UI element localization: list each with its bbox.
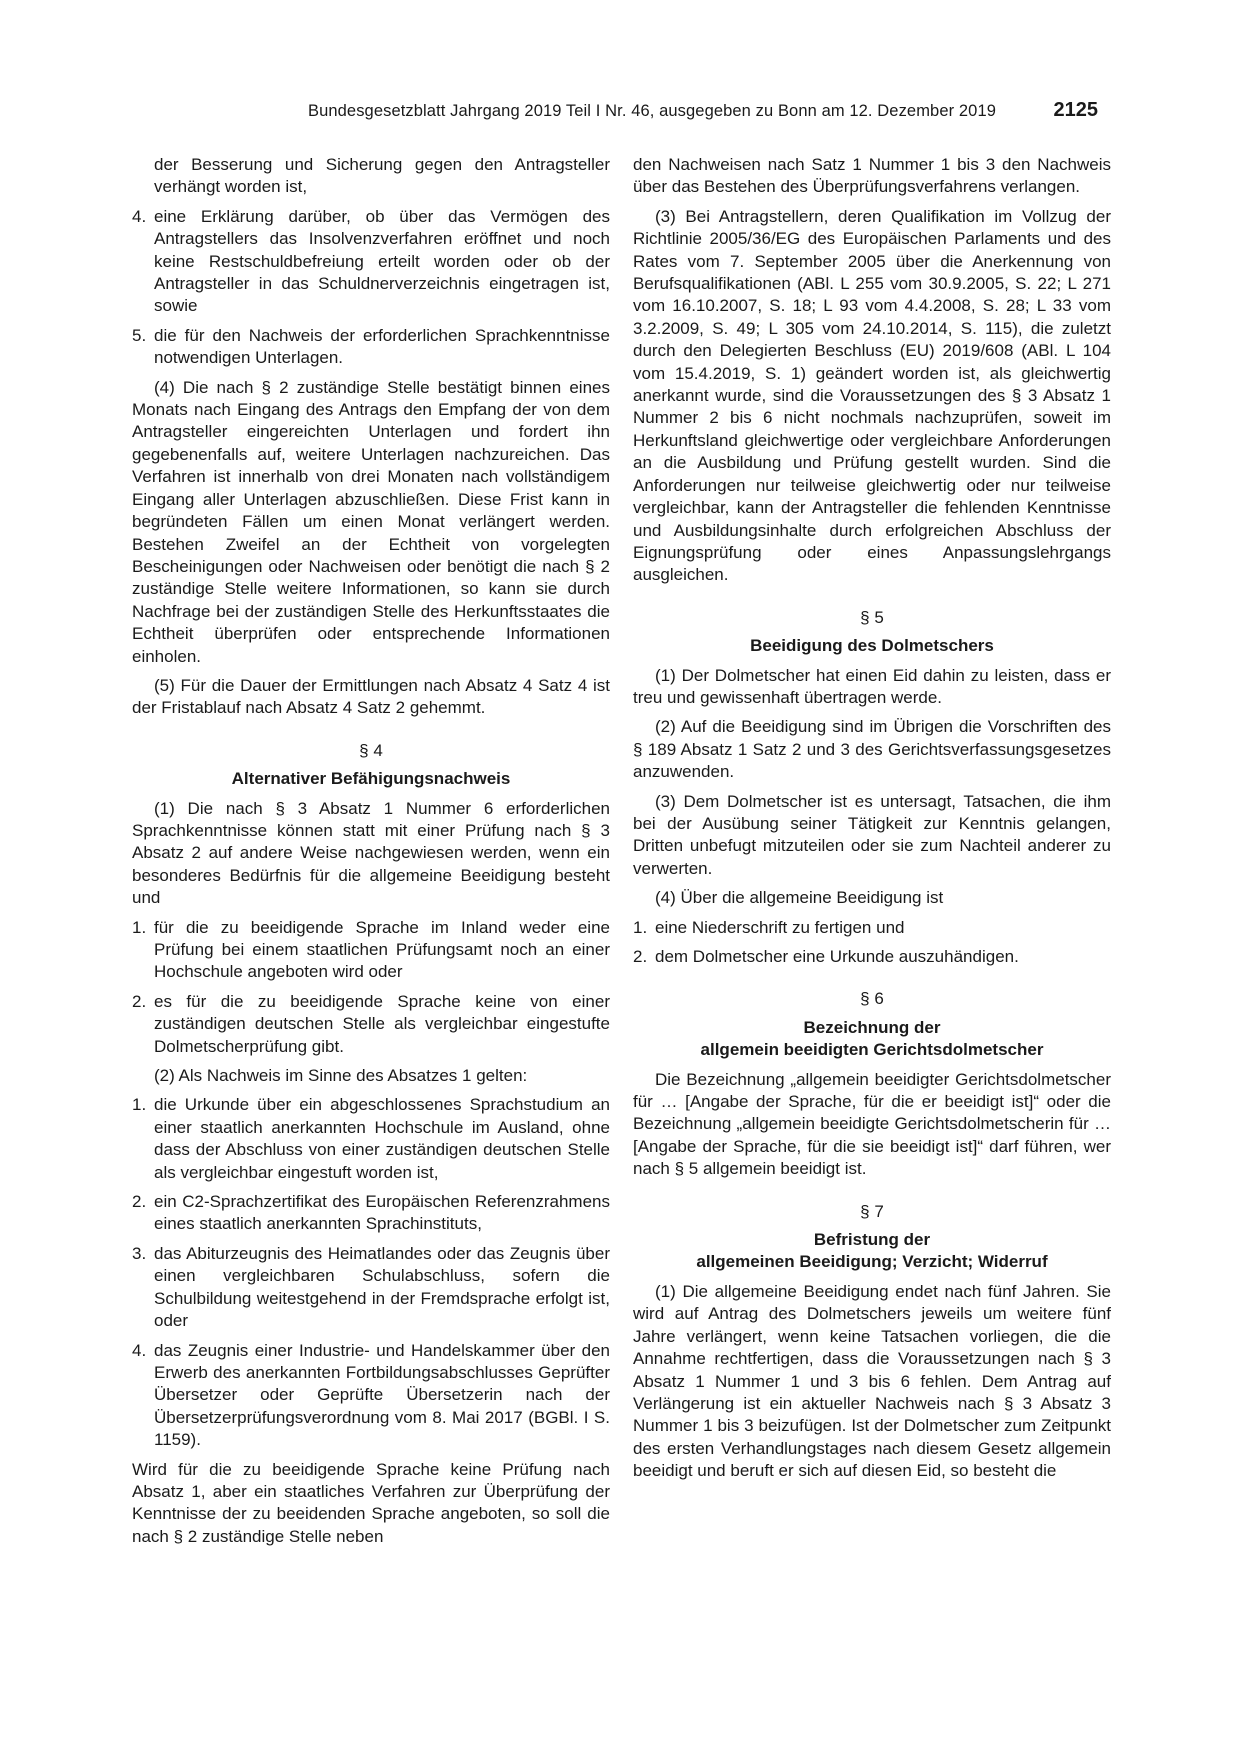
list-item-number: 4.: [132, 206, 147, 226]
section-5-paragraph-2: (2) Auf die Beeidigung sind im Übrigen die Vorschriften des § 189 Absatz 1 Satz 2 und 3 des Gerichtsverfassungsgesetzes anzuwenden.: [633, 717, 1111, 782]
section-5-number: § 5: [860, 607, 884, 627]
section-7-number: § 7: [860, 1201, 884, 1221]
list-items-c: [132, 1094, 610, 1451]
section-7-title-line-2: allgemeinen Beeidigung; Verzicht; Widerruf: [696, 1252, 1048, 1272]
list-item-number: 3.: [132, 1243, 147, 1263]
continued-list-item: der Besserung und Sicherung gegen den Antragsteller verhängt worden ist,: [154, 155, 610, 197]
list-item: [132, 1340, 610, 1452]
paragraph-3: (3) Bei Antragstellern, deren Qualifikation im Vollzug der Richtlinie 2005/36/EG des Europäischen Parlaments und des Rates vom 7. September 2005 über die Anerkennung von Berufsqualifikationen (ABl. L 255 vom 30.9.2005, S. 22; L 271 vom 16.10.2007, S. 18; L 93 vom 4.4.2008, S. 28; L 33 vom 3.2.2009, S. 49; L 305 vom 24.10.2014, S. 115), die zuletzt durch den Delegierten Beschluss (EU) 2019/608 (ABl. L 104 vom 15.4.2019, S. 1) geändert worden ist, als gleichwertig anerkannt wurde, sind die Voraussetzungen des § 3 Absatz 1 Nummer 2 bis 6 nicht nochmals nachzuprüfen, soweit im Herkunftsland gleichwertige oder vergleichbare Anforderungen an die Ausbildung und Prüfung gestellt wurden. Sind die Anforderungen nur teilweise gleichwertig oder nur teilweise vergleichbar, kann der Antragsteller die fehlenden Kenntnisse und Ausbildungsinhalte durch erfolgreichen Abschluss der Eignungsprüfung oder eines Anpassungslehrgangs ausgleichen.: [633, 206, 1111, 585]
section-7-title-line-1: Befristung der: [813, 1230, 931, 1250]
list-item: [633, 946, 1111, 968]
section-6-title-line-2: allgemein beeidigten Gerichtsdolmetscher: [700, 1040, 1044, 1060]
list-item-number: 1.: [132, 1095, 147, 1115]
list-items-a: [132, 206, 610, 370]
section-6-title: [633, 1017, 1111, 1062]
list-item: [132, 206, 610, 318]
list-item-text: das Zeugnis einer Industrie- und Handelskammer über den Erwerb des anerkannten Fortbildungsabschlusses Geprüfter Übersetzer oder Geprüfte Übersetzerin nach der Übersetzerprüfungsverordnung vom 8. Mai 2017 (BGBl. I S. 1159).: [154, 1340, 610, 1450]
section-4-title: Alternativer Befähigungsnachweis: [231, 769, 511, 789]
page-number: 2125: [1053, 99, 1098, 121]
section-7-title: [633, 1229, 1111, 1274]
right-column: [633, 154, 1111, 1490]
list-item-text: ein C2-Sprachzertifikat des Europäischen Referenzrahmens eines staatlich anerkannten Sprachinstituts,: [154, 1192, 610, 1234]
list-item-text: eine Erklärung darüber, ob über das Vermögen des Antragstellers das Insolvenzverfahren eröffnet und noch keine Restschuldbefreiung erteilt worden oder ob der Antragsteller in das Schuldnerverzeichnis eingetragen ist, sowie: [154, 206, 610, 316]
section-5-paragraph-1: (1) Der Dolmetscher hat einen Eid dahin zu leisten, dass er treu und gewissenhaft übertragen werde.: [633, 665, 1111, 707]
list-item-text: es für die zu beeidigende Sprache keine von einer zuständigen deutschen Stelle als vergleichbar eingestufte Dolmetscherprüfung gibt.: [154, 991, 610, 1056]
list-item: [132, 1191, 610, 1236]
section-5-title: Beeidigung des Dolmetschers: [750, 636, 994, 656]
header-title: Bundesgesetzblatt Jahrgang 2019 Teil I Nr. 46, ausgegeben zu Bonn am 12. Dezember 2019: [307, 102, 996, 120]
list-item-number: 1.: [132, 917, 147, 937]
left-column: [132, 154, 610, 1555]
paragraph-4: (4) Die nach § 2 zuständige Stelle bestätigt binnen eines Monats nach Eingang des Antrags den Empfang der von dem Antragsteller eingereichten Unterlagen und fordert ihn gegebenenfalls auf, weitere Unterlagen nachzureichen. Das Verfahren ist innerhalb von drei Monaten nach vollständigem Eingang aller Unterlagen abzuschließen. Diese Frist kann in begründeten Fällen um einen Monat verlängert werden. Bestehen Zweifel an der Echtheit von vorgelegten Bescheinigungen oder Nachweisen oder benötigt die nach § 2 zuständige Stelle weitere Informationen, so kann sie durch Nachfrage bei der zuständigen Stelle des Herkunftsstaates die Echtheit überprüfen oder entsprechende Informationen einholen.: [132, 377, 610, 666]
list-item-number: 2.: [132, 1192, 147, 1212]
list-item-number: 4.: [132, 1340, 147, 1360]
list-item-number: 1.: [633, 917, 648, 937]
list-items-d: [633, 917, 1111, 969]
list-item-text: dem Dolmetscher eine Urkunde auszuhändigen.: [655, 947, 1019, 966]
list-item-text: eine Niederschrift zu fertigen und: [655, 917, 905, 937]
list-item-text: die Urkunde über ein abgeschlossenes Sprachstudium an einer staatlich anerkannten Hochschule im Ausland, ohne dass der Abschluss von einer zuständigen deutschen Stelle als vergleichbar eingestuft worden ist,: [154, 1095, 610, 1182]
list-item-number: 5.: [132, 325, 147, 345]
list-item: [132, 1243, 610, 1333]
section-6-number: § 6: [860, 989, 884, 1009]
section-4-number: § 4: [359, 740, 383, 760]
list-item: [132, 917, 610, 984]
list-items-b: [132, 917, 610, 1058]
section-4-tail: Wird für die zu beeidigende Sprache keine Prüfung nach Absatz 1, aber ein staatliches Verfahren zur Überprüfung der Kenntnisse der zu beeidenden Sprache angeboten, so soll die nach § 2 zuständige Stelle neben: [132, 1459, 610, 1546]
list-item: [132, 1094, 610, 1184]
list-item-text: das Abiturzeugnis des Heimatlandes oder das Zeugnis über einen vergleichbaren Schulabschluss, sofern die Schulbildung weitestgehend in der Fremdsprache erfolgt ist, oder: [154, 1243, 610, 1331]
list-item-text: die für den Nachweis der erforderlichen Sprachkenntnisse notwendigen Unterlagen.: [154, 325, 610, 368]
page-header: [132, 100, 1112, 124]
continued-paragraph: den Nachweisen nach Satz 1 Nummer 1 bis 3 den Nachweis über das Bestehen des Überprüfungsverfahrens verlangen.: [633, 155, 1111, 197]
list-item-number: 2.: [633, 947, 648, 966]
section-7-paragraph-1: (1) Die allgemeine Beeidigung endet nach fünf Jahren. Sie wird auf Antrag des Dolmetschers jeweils um weitere fünf Jahre verlängert, wenn keine Tatsachen vorliegen, die die Annahme rechtfertigen, dass die Voraussetzungen nach § 3 Absatz 1 Nummer 1 und 3 bis 6 fehlen. Dem Antrag auf Verlängerung ist ein aktueller Nachweis nach § 3 Absatz 3 Nummer 1 bis 3 beizufügen. Ist der Dolmetscher zum Zeitpunkt des ersten Verhandlungstages nach diesem Gesetz allgemein beeidigt und beruft er sich auf diesen Eid, so besteht die: [633, 1281, 1111, 1481]
section-5-paragraph-3: (3) Dem Dolmetscher ist es untersagt, Tatsachen, die ihm bei der Ausübung seiner Tätigkeit zur Kenntnis gelangen, Dritten unbefugt mitzuteilen oder sie zum Nachteil anderer zu verwerten.: [633, 791, 1111, 878]
list-item: [132, 325, 610, 370]
list-item: [132, 991, 610, 1058]
section-5-paragraph-4: (4) Über die allgemeine Beeidigung ist: [655, 888, 944, 908]
list-item: [633, 917, 1111, 939]
list-item-number: 2.: [132, 991, 147, 1011]
list-item-text: für die zu beeidigende Sprache im Inland weder eine Prüfung bei einem staatlichen Prüfungsamt noch an einer Hochschule angeboten wird oder: [154, 917, 610, 982]
section-6-paragraph: Die Bezeichnung „allgemein beeidigter Gerichtsdolmetscher für … [Angabe der Sprache, für die er beeidigt ist]“ oder die Bezeichnung „allgemein beeidigte Gerichtsdolmetscherin für … [Angabe der Sprache, für die sie beeidigt ist]“ darf führen, wer nach § 5 allgemein beeidigt ist.: [633, 1069, 1111, 1179]
section-6-title-line-1: Bezeichnung der: [803, 1017, 941, 1037]
paragraph-5: (5) Für die Dauer der Ermittlungen nach Absatz 4 Satz 4 ist der Fristablauf nach Absatz 4 Satz 2 gehemmt.: [132, 675, 610, 718]
section-4-paragraph-1: (1) Die nach § 3 Absatz 1 Nummer 6 erforderlichen Sprachkenntnisse können statt mit einer Prüfung nach § 3 Absatz 2 auf andere Weise nachgewiesen werden, wenn ein besonderes Bedürfnis für die allgemeine Beeidigung besteht und: [132, 798, 610, 908]
section-4-paragraph-2: (2) Als Nachweis im Sinne des Absatzes 1 gelten:: [154, 1066, 528, 1086]
